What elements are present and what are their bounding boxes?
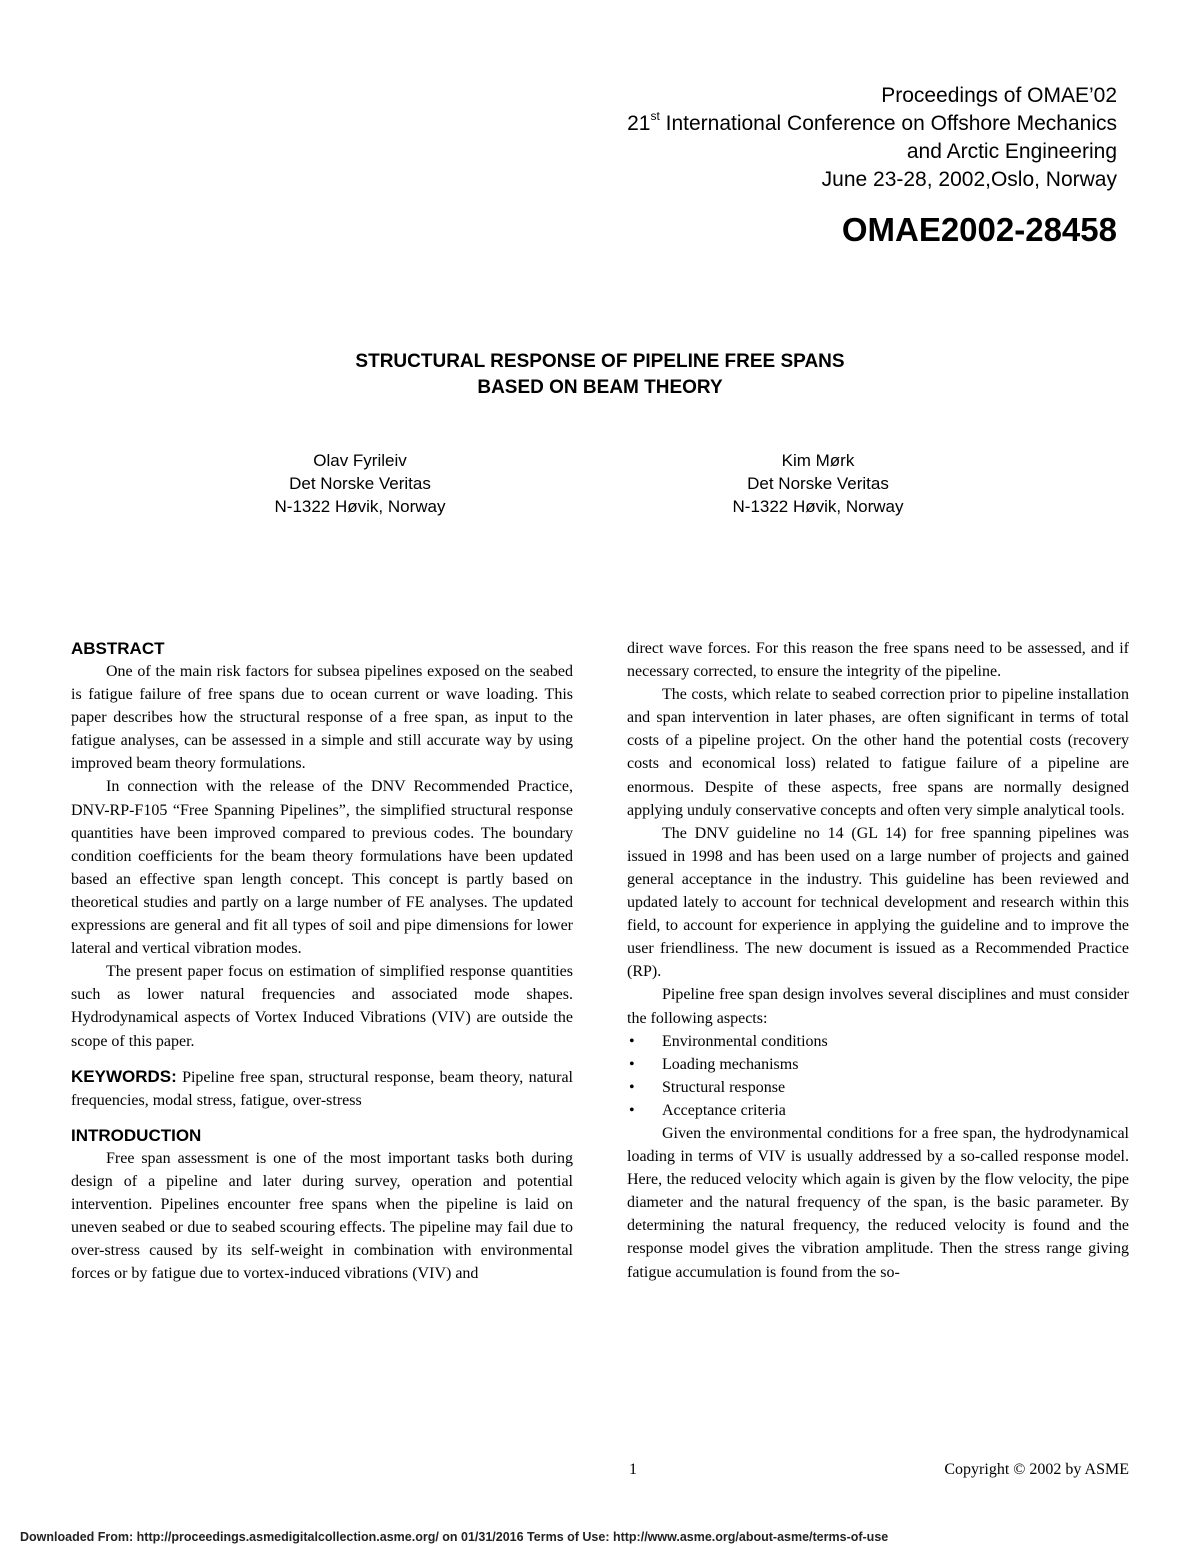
bullet-icon: •	[629, 1055, 635, 1073]
introduction-paragraph: The costs, which relate to seabed correction prior to pipeline installation and span intervention in later phases, are often significant in terms of total costs of a pipeline project. On the other hand the potential costs (recovery costs and economical loss) related to fatigue failure of a pipeline are enormous. Despite of these aspects, free spans are normally designed applying unduly conservative concepts and often very simple analytical tools.	[627, 686, 1129, 819]
title-line-1: STRUCTURAL RESPONSE OF PIPELINE FREE SPANS	[355, 351, 845, 372]
list-item	[627, 1030, 1129, 1053]
list-item	[627, 1053, 1129, 1076]
author-address: N-1322 Høvik, Norway	[732, 497, 904, 516]
author-name: Kim Mørk	[781, 451, 855, 470]
bullet-icon: •	[629, 1101, 635, 1119]
abstract-paragraph: One of the main risk factors for subsea pipelines exposed on the seabed is fatigue failure of free spans due to ocean current or wave loading. This paper describes how the structural response of a free span, as input to the fatigue analyses, can be assessed in a simple and still accurate way by using improved beam theory formulations.	[71, 663, 573, 773]
list-item	[627, 1099, 1129, 1122]
conference-ordinal-suffix: st	[650, 109, 660, 123]
abstract-heading: ABSTRACT	[71, 639, 165, 658]
keywords	[71, 1065, 573, 1112]
paper-title	[0, 349, 1200, 401]
introduction-paragraph: Free span assessment is one of the most important tasks both during design of a pipeline and later during survey, operation and potential intervention. Pipelines encounter free spans when the pipeline is laid on uneven seabed or due to seabed scouring effects. The pipeline may fail due to over-stress caused by its self-weight in combination with environmental forces or by fatigue due to vortex-induced vibrations (VIV) and	[71, 1149, 573, 1283]
page-number: 1	[629, 1461, 637, 1478]
download-notice: Downloaded From: http://proceedings.asmedigitalcollection.asme.org/ on 01/31/2016 Terms of Use: http://www.asme.org/about-asme/terms-of-use	[20, 1530, 889, 1544]
abstract-paragraph: In connection with the release of the DNV Recommended Practice, DNV-RP-F105 “Free Spanning Pipelines”, the simplified structural response quantities have been improved compared to previous codes. The boundary condition coefficients for the beam theory formulations have been updated based an effective span length concept. This concept is partly based on theoretical studies and partly on a large number of FE analyses. The updated expressions are general and fit all types of soil and pipe dimensions for lower lateral and vertical vibration modes.	[71, 778, 573, 958]
introduction-paragraph-continued: direct wave forces. For this reason the free spans need to be assessed, and if necessary corrected, to ensure the integrity of the pipeline.	[627, 640, 1129, 681]
introduction-paragraph: Given the environmental conditions for a free span, the hydrodynamical loading in terms of VIV is usually addressed by a so-called response model. Here, the reduced velocity which again is given by the flow velocity, the pipe diameter and the natural frequency of the span, is the basic parameter. By determining the natural frequency, the reduced velocity is found and the response model gives the vibration amplitude. Then the stress range giving fatigue accumulation is found from the so-	[627, 1124, 1129, 1281]
right-column	[627, 637, 1129, 1284]
author-org: Det Norske Veritas	[747, 474, 889, 493]
keywords-text: Pipeline free span, structural response, beam theory, natural frequencies, modal stress, fatigue, over-stress	[71, 1068, 573, 1109]
list-item	[627, 1076, 1129, 1099]
conference-number: 21	[627, 112, 651, 135]
abstract-paragraph: The present paper focus on estimation of simplified response quantities such as lower natural frequencies and associated mode shapes. Hydrodynamical aspects of Vortex Induced Vibrations (VIV) are outside the scope of this paper.	[71, 963, 573, 1050]
keywords-label: KEYWORDS:	[71, 1066, 177, 1086]
title-line-2: BASED ON BEAM THEORY	[477, 377, 723, 398]
author-block-2	[638, 449, 998, 518]
author-block-1	[180, 449, 540, 518]
list-item-text: Environmental conditions	[662, 1032, 828, 1050]
conference-name: International Conference on Offshore Mechanics	[659, 112, 1117, 135]
aspects-list	[627, 1030, 1129, 1122]
introduction-paragraph: The DNV guideline no 14 (GL 14) for free spanning pipelines was issued in 1998 and has been used on a large number of projects and gained general acceptance in the industry. This guideline has been reviewed and updated lately to account for technical development and research within this field, to account for experience in applying the guideline and to improve the user friendliness. The new document is issued as a Recommended Practice (RP).	[627, 824, 1129, 981]
paper-id: OMAE2002-28458	[841, 211, 1117, 248]
list-item-text: Structural response	[662, 1078, 786, 1096]
introduction-heading: INTRODUCTION	[71, 1125, 202, 1145]
conference-line-2: and Arctic Engineering	[906, 140, 1117, 163]
left-column	[71, 637, 573, 1285]
author-address: N-1322 Høvik, Norway	[274, 497, 446, 516]
proceedings-line: Proceedings of OMAE’02	[881, 84, 1117, 107]
bullet-icon: •	[629, 1032, 635, 1050]
conference-date-place: June 23-28, 2002,Oslo, Norway	[821, 168, 1117, 191]
list-item-text: Acceptance criteria	[662, 1101, 786, 1119]
bullet-icon: •	[629, 1078, 635, 1096]
author-name: Olav Fyrileiv	[313, 451, 407, 470]
conference-line	[627, 110, 1117, 138]
introduction-paragraph: Pipeline free span design involves several disciplines and must consider the following aspects:	[627, 986, 1129, 1027]
conference-header	[627, 82, 1117, 194]
list-item-text: Loading mechanisms	[662, 1055, 799, 1073]
copyright-notice: Copyright © 2002 by ASME	[944, 1461, 1129, 1478]
author-org: Det Norske Veritas	[289, 474, 431, 493]
